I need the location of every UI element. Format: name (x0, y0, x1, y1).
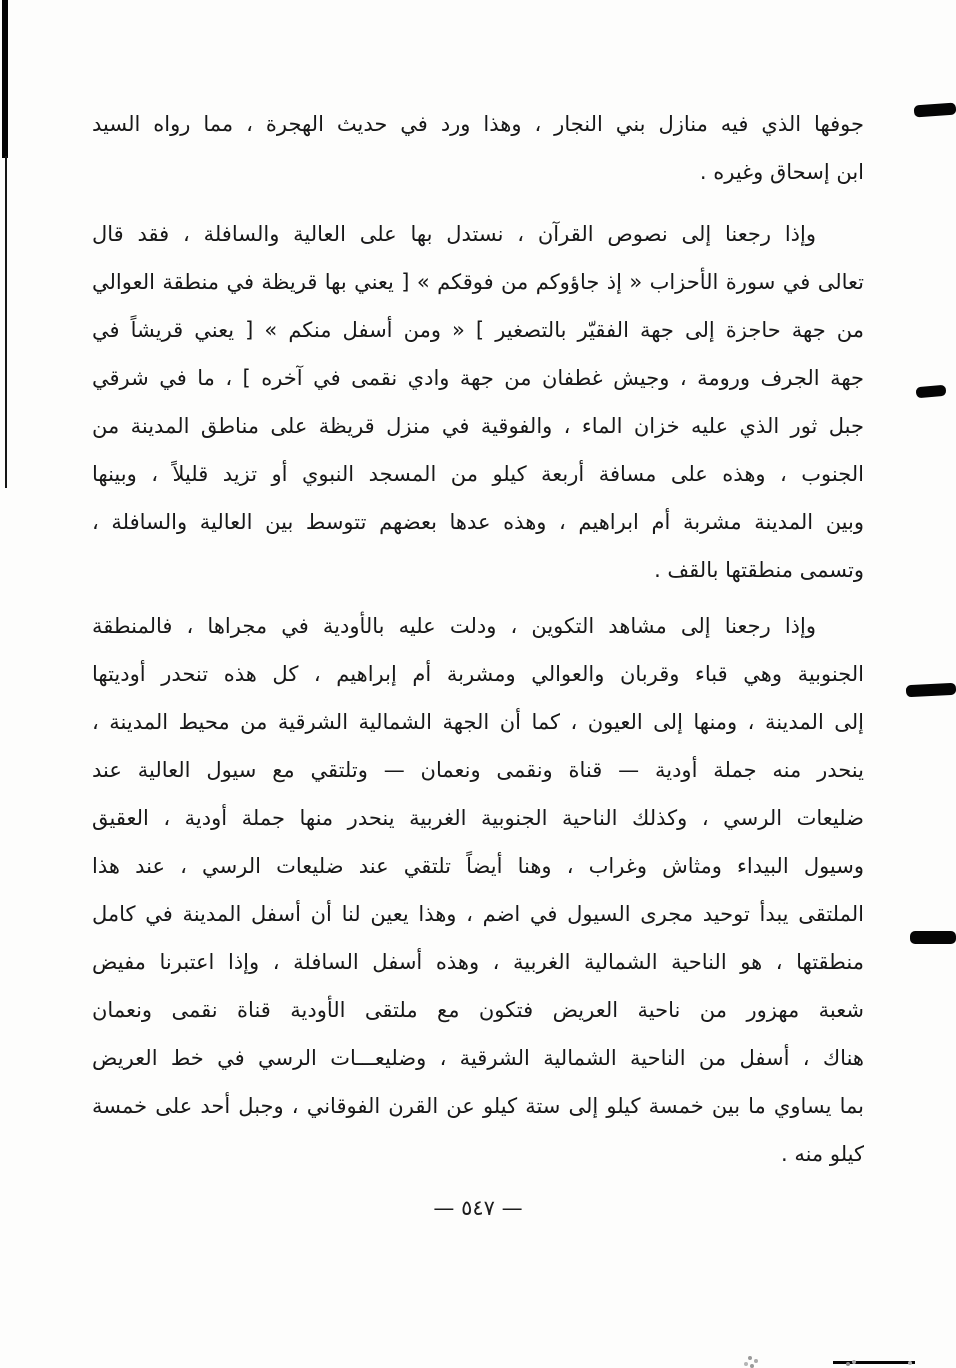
text-line: الجنوب ، وهذه على مسافة أربعة كيلو من المسجد النبوي أو تزيد قليلاً ، وبينها (92, 462, 864, 486)
text-line: وبين المدينة مشربة أم ابراهيم ، وهذه عدها بعضهم تتوسط بين العالية والسافلة ، (92, 510, 864, 534)
text-line: جبل ثور الذي عليه خزان الماء ، والفوقية في منزل قريظة على مناطق المدينة من (92, 414, 864, 438)
text-line: وسيول البيداء ومثاش وغراب ، وهنا أيضاً تلتقي عند ضليعات الرسي ، عند هذا (92, 854, 864, 878)
text-line: ينحدر منه جملة أودية — قناة ونقمى ونعمان — وتلتقي مع سيول العالية عند (92, 758, 864, 782)
text-line: الجنوبية وهي قباء وقربان والعوالي ومشربة أم إبراهيم ، كل هذه تنحدر أوديتها (92, 662, 864, 686)
scan-artifact-right-blob-3 (906, 683, 956, 698)
paragraph-2 (92, 210, 864, 594)
scan-artifact-left-bar-thin (5, 156, 7, 488)
text-line: منطقتها ، هو الناحية الشمالية الغربية ، وهذه أسفل السافلة ، وإذا اعتبرنا مفيض (92, 950, 864, 974)
text-line: ضليعات الرسي ، وكذلك الناحية الجنوبية الغربية ينحدر منها جملة أودية ، العقيق (92, 806, 864, 830)
text-line: وتسمى منطقتها بالقف . (654, 558, 864, 582)
paragraph-1 (92, 100, 864, 196)
text-line: إلى المدينة ، ومنها إلى العيون ، كما أن الجهة الشمالية الشرقية من محيط المدينة ، (92, 710, 864, 734)
paragraph-3 (92, 602, 864, 1178)
text-line: شعبة مهزور من ناحية العريض فتكون مع ملتقى الأودية قناة نقمى ونعمان (92, 998, 864, 1022)
text-block (92, 100, 864, 1178)
text-line: من جهة حاجزة إلى جهة الفقيّر بالتصغير ] « ومن أسفل منكم » [ يعني قريشاً في (92, 318, 864, 342)
text-line: هناك ، أسفل من الناحية الشمالية الشرقية ، وضليعـــات الرسي في خط العريض (92, 1046, 864, 1070)
text-line: بما يساوي ما بين خمسة كيلو إلى ستة كيلو عن القرن الفوقاني ، وجبل أحد على خمسة (92, 1094, 864, 1118)
scan-artifact-bottom-specks (748, 1356, 752, 1360)
scan-artifact-bottom-line (833, 1361, 915, 1364)
page-number: — ٥٤٧ — (433, 1196, 523, 1220)
text-line: جهة الجرف ورومة ، وجيش غطفان من جهة وادي نقمى في آخره ] ، ما في شرقي (92, 366, 864, 390)
text-line: وإذا رجعنا إلى مشاهد التكوين ، ودلت عليه بالأودية في مجراها ، فالمنطقة (92, 614, 816, 638)
scan-artifact-left-bar-thick (2, 0, 8, 158)
text-line: وإذا رجعنا إلى نصوص القرآن ، نستدل بها على العالية والسافلة ، فقد قال (92, 222, 816, 246)
scan-artifact-right-blob-4 (910, 931, 956, 944)
text-line: ابن إسحاق وغيره . (699, 160, 864, 184)
scan-artifact-right-blob-1 (914, 103, 956, 118)
text-line: تعالى في سورة الأحزاب « إذ جاؤوكم من فوقكم » [ يعني بها قريظة في منطقة العوالي (92, 270, 864, 294)
text-line: الملتقى يبدأ توحيد مجرى السيول في اضم ، وهذا يعين لنا أن أسفل المدينة في كامل (92, 902, 864, 926)
text-line: جوفها الذي فيه منازل بني النجار ، وهذا ورد في حديث الهجرة ، مما رواه السيد (92, 112, 864, 136)
text-line: كيلو منه . (780, 1142, 864, 1166)
scan-artifact-right-blob-2 (916, 385, 947, 399)
